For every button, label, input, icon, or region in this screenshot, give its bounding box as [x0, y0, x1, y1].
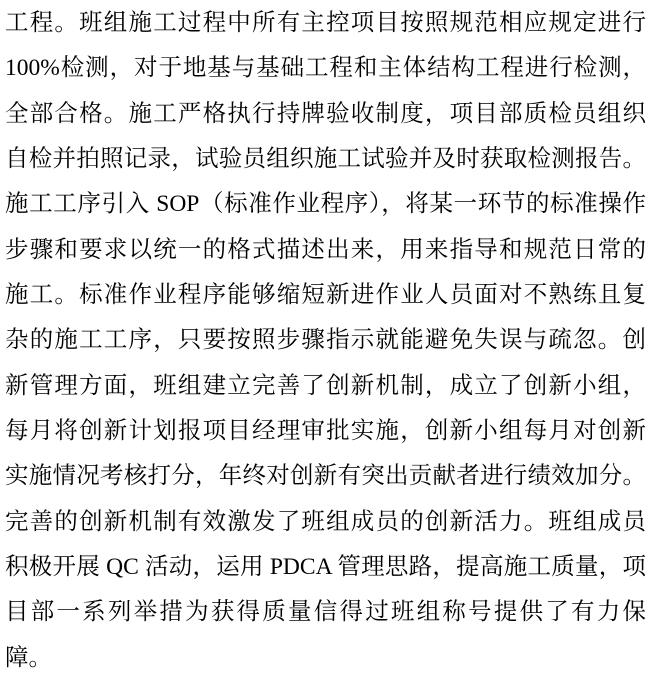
- text-line-14: 目部一系列举措为获得质量信得过班组称号提供了有力保: [5, 599, 646, 626]
- text-line-12: 完善的创新机制有效激发了班组成员的创新活力。班组成员: [5, 508, 646, 535]
- text-line-13: 积极开展 QC 活动，运用 PDCA 管理思路，提高施工质量，项: [5, 554, 646, 581]
- text-line-1: 工程。班组施工过程中所有主控项目按照规范相应规定进行: [5, 10, 646, 36]
- text-line-15: 障。: [5, 644, 52, 671]
- text-line-7: 施工。标准作业程序能够缩短新进作业人员面对不熟练且复: [5, 282, 646, 309]
- paragraph-text-block: [5, 1, 646, 681]
- text-line-3: 全部合格。施工严格执行持牌验收制度，项目部质检员组织: [5, 100, 646, 127]
- text-line-5: 施工工序引入 SOP（标准作业程序），将某一环节的标准操作: [5, 191, 646, 218]
- text-line-9: 新管理方面，班组建立完善了创新机制，成立了创新小组，: [5, 372, 646, 399]
- text-line-2: 100%检测，对于地基与基础工程和主体结构工程进行检测，: [5, 55, 646, 82]
- text-line-10: 每月将创新计划报项目经理审批实施，创新小组每月对创新: [5, 418, 646, 445]
- text-line-4: 自检并拍照记录，试验员组织施工试验并及时获取检测报告。: [5, 146, 646, 173]
- text-line-6: 步骤和要求以统一的格式描述出来，用来指导和规范日常的: [5, 236, 646, 263]
- text-line-11: 实施情况考核打分，年终对创新有突出贡献者进行绩效加分。: [5, 463, 646, 490]
- text-line-8: 杂的施工工序，只要按照步骤指示就能避免失误与疏忽。创: [5, 327, 646, 354]
